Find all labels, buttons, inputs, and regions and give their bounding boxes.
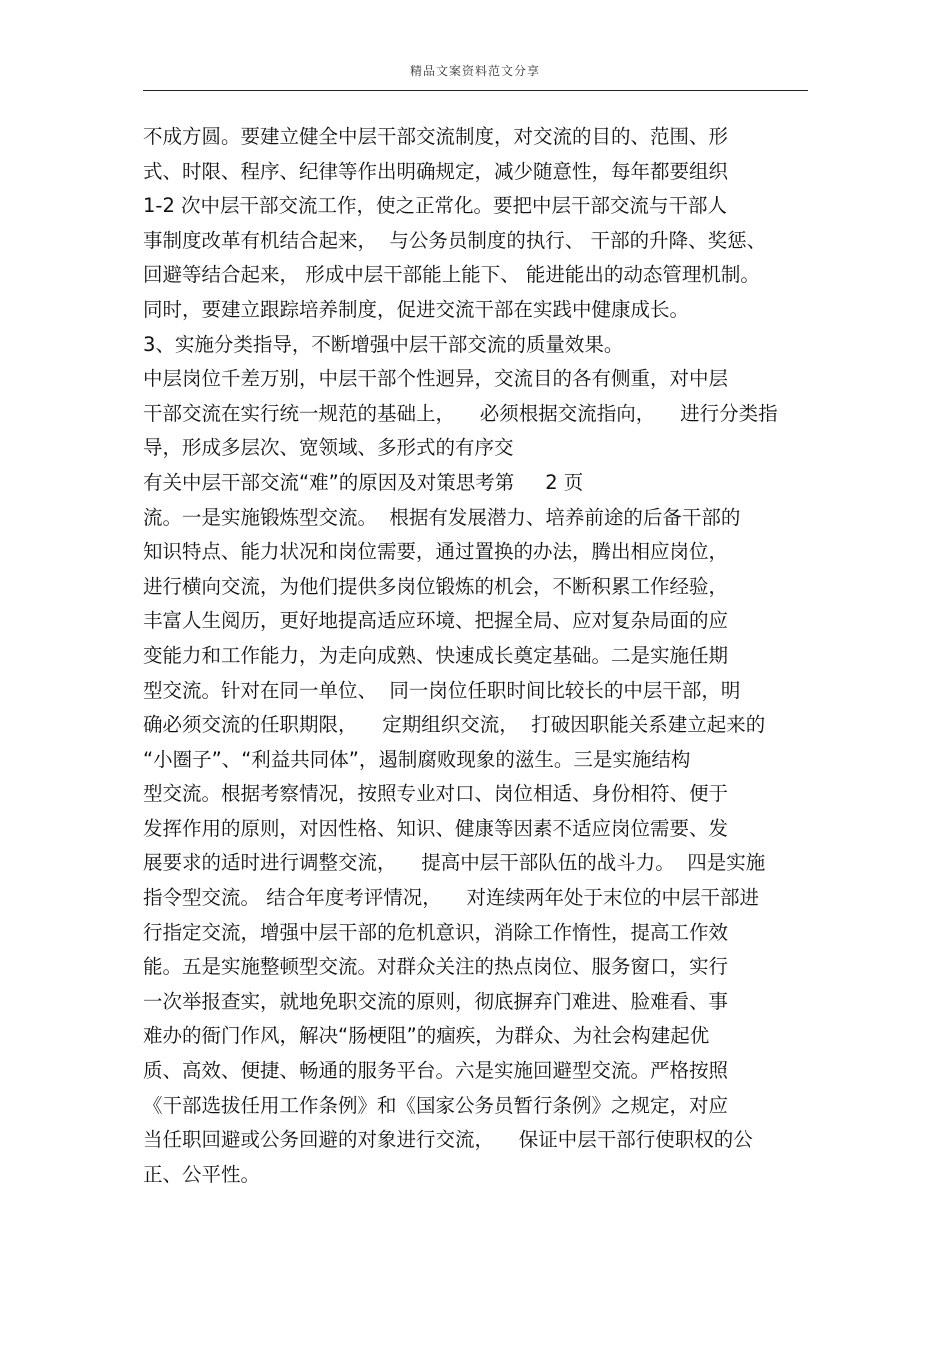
text-line: 中层岗位千差万别，中层干部个性迥异，交流目的各有侧重，对中层 (143, 367, 729, 391)
text-line: 质、高效、便捷、畅通的服务平台。六是实施回避型交流。严格按照 (143, 1059, 729, 1083)
text-line: 知识特点、能力状况和岗位需要，通过置换的办法，腾出相应岗位， (143, 540, 729, 564)
text-line: 进行横向交流，为他们提供多岗位锻炼的机会，不断积累工作经验， (143, 574, 729, 598)
text-line: 发挥作用的原则，对因性格、知识、健康等因素不适应岗位需要、发 (143, 816, 729, 840)
text-line: 能。五是实施整顿型交流。对群众关注的热点岗位、服务窗口，实行 (143, 955, 729, 979)
text-line: 式、时限、程序、纪律等作出明确规定，减少随意性，每年都要组织 (143, 159, 729, 183)
text-line: 1-2 次中层干部交流工作，使之正常化。要把中层干部交流与干部人 (143, 194, 728, 218)
text-line: 同时，要建立跟踪培养制度，促进交流干部在实践中健康成长。 (143, 297, 690, 321)
text-line: 丰富人生阅历，更好地提高适应环境、把握全局、应对复杂局面的应 (143, 609, 729, 633)
page-footer-line: 有关中层干部交流“难”的原因及对策思考第 2 页 (143, 470, 584, 494)
document-body (143, 120, 813, 1192)
text-line: 确必须交流的任职期限， 定期组织交流， 打破因职能关系建立起来的 (143, 713, 766, 737)
text-line: “小圈子”、“利益共同体”，遏制腐败现象的滋生。三是实施结构 (143, 747, 691, 771)
text-line: 当任职回避或公务回避的对象进行交流， 保证中层干部行使职权的公 (143, 1128, 753, 1152)
text-line: 型交流。针对在同一单位、 同一岗位任职时间比较长的中层干部，明 (143, 678, 741, 702)
page-header: 精品文案资料范文分享 (409, 64, 540, 78)
section-heading: 3、实施分类指导，不断增强中层干部交流的质量效果。 (143, 332, 624, 356)
text-line: 事制度改革有机结合起来， 与公务员制度的执行、 干部的升降、奖惩、 (143, 228, 767, 252)
text-line: 难办的衙门作风，解决“肠梗阻”的痼疾，为群众、为社会构建起优 (143, 1024, 710, 1048)
text-line: 行指定交流，增强中层干部的危机意识，消除工作惰性，提高工作效 (143, 920, 729, 944)
text-line: 展要求的适时进行调整交流， 提高中层干部队伍的战斗力。 四是实施 (143, 851, 766, 875)
text-line: 不成方圆。要建立健全中层干部交流制度，对交流的目的、范围、形 (143, 125, 729, 148)
text-line: 型交流。根据考察情况，按照专业对口、岗位相适、身份相符、便于 (143, 782, 729, 806)
text-line: 流。一是实施锻炼型交流。 根据有发展潜力、培养前途的后备干部的 (143, 505, 741, 529)
text-line: 指令型交流。 结合年度考评情况， 对连续两年处于末位的中层干部进 (143, 886, 759, 910)
text-line: 一次举报查实，就地免职交流的原则，彻底摒弃门难进、脸难看、事 (143, 989, 729, 1013)
text-line: 回避等结合起来， 形成中层干部能上能下、 能进能出的动态管理机制。 (143, 263, 760, 287)
header-divider (143, 90, 808, 91)
text-line: 正、公平性。 (143, 1162, 261, 1186)
text-line: 干部交流在实行统一规范的基础上， 必须根据交流指向， 进行分类指 (143, 401, 778, 425)
text-line: 变能力和工作能力，为走向成熟、快速成长奠定基础。二是实施任期 (143, 643, 729, 667)
text-line: 导，形成多层次、宽领域、多形式的有序交 (143, 436, 514, 460)
text-line: 《干部选拔任用工作条例》和《国家公务员暂行条例》之规定，对应 (143, 1093, 729, 1117)
